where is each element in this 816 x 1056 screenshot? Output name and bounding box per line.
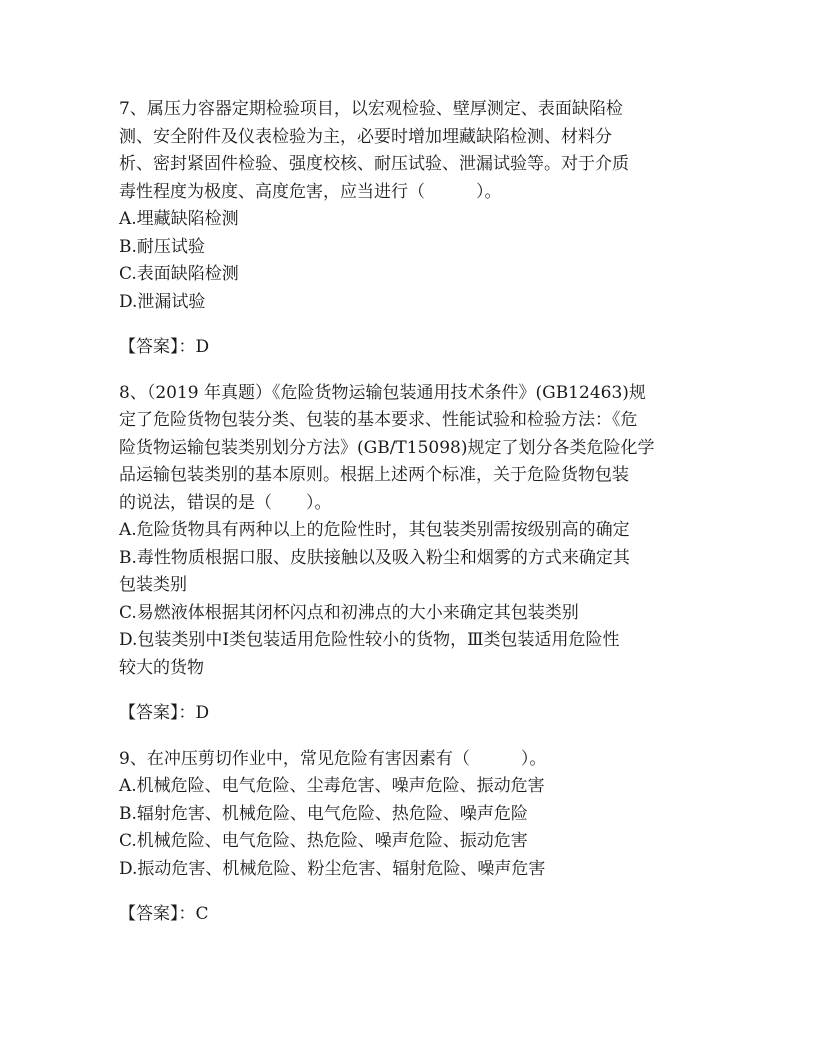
question-stem-line: 品运输包装类别的基本原则。根据上述两个标准，关于危险货物包装	[119, 465, 629, 485]
question-stem-line: 测、安全附件及仪表检验为主，必要时增加埋藏缺陷检测、材料分	[119, 126, 612, 147]
question-8	[119, 380, 699, 746]
option-d: D.振动危害、机械危险、粉尘危害、辐射危险、噪声危害	[119, 858, 546, 879]
spacer	[119, 728, 699, 746]
option-c: C.表面缺陷检测	[119, 264, 239, 284]
option-d-continued: 较大的货物	[119, 657, 204, 678]
spacer	[119, 316, 699, 334]
option-a: A.埋藏缺陷检测	[119, 209, 239, 229]
answer-line: 【答案】：C	[119, 904, 209, 924]
option-b-continued: 包装类别	[119, 575, 187, 595]
question-stem-line: 险货物运输包装类别划分方法》(GB/T15098)规定了划分各类危险化学	[119, 437, 655, 458]
question-stem-line: 毒性程度为极度、高度危害，应当进行（ ）。	[119, 181, 502, 202]
spacer	[119, 362, 699, 380]
option-d: D.泄漏试验	[119, 291, 206, 312]
question-stem-line: 析、密封紧固件检验、强度校核、耐压试验、泄漏试验等。对于介质	[119, 154, 629, 174]
option-c: C.机械危险、电气危险、热危险、噪声危险、振动危害	[119, 831, 528, 851]
question-stem-line: 7、属压力容器定期检验项目，以宏观检验、壁厚测定、表面缺陷检	[119, 99, 623, 119]
answer-line: 【答案】：D	[119, 703, 210, 723]
spacer	[119, 883, 699, 901]
question-7	[119, 96, 699, 380]
question-stem-line: 定了危险货物包装分类、包装的基本要求、性能试验和检验方法：《危	[119, 410, 638, 430]
option-b: B.毒性物质根据口服、皮肤接触以及吸入粉尘和烟雾的方式来确定其	[119, 547, 630, 568]
option-c: C.易燃液体根据其闭杯闪点和初沸点的大小来确定其包装类别	[119, 602, 579, 623]
option-a: A.机械危险、电气危险、尘毒危害、噪声危险、振动危害	[119, 776, 545, 796]
question-9	[119, 746, 699, 929]
question-stem-line: 9、在冲压剪切作业中，常见危险有害因素有（ ）。	[119, 748, 547, 769]
answer-line: 【答案】：D	[119, 337, 210, 357]
spacer	[119, 682, 699, 700]
question-stem-line: 8、（2019 年真题）《危险货物运输包装通用技术条件》(GB12463)规	[119, 382, 646, 403]
question-stem-line: 的说法，错误的是（ ）。	[119, 492, 332, 513]
option-d: D.包装类别中Ⅰ类包装适用危险性较小的货物，Ⅲ类包装适用危险性	[119, 630, 620, 650]
option-b: B.辐射危害、机械危险、电气危险、热危险、噪声危险	[119, 803, 528, 824]
option-b: B.耐压试验	[119, 236, 205, 257]
option-a: A.危险货物具有两种以上的危险性时，其包装类别需按级别高的确定	[119, 520, 630, 540]
document-page	[119, 96, 699, 929]
